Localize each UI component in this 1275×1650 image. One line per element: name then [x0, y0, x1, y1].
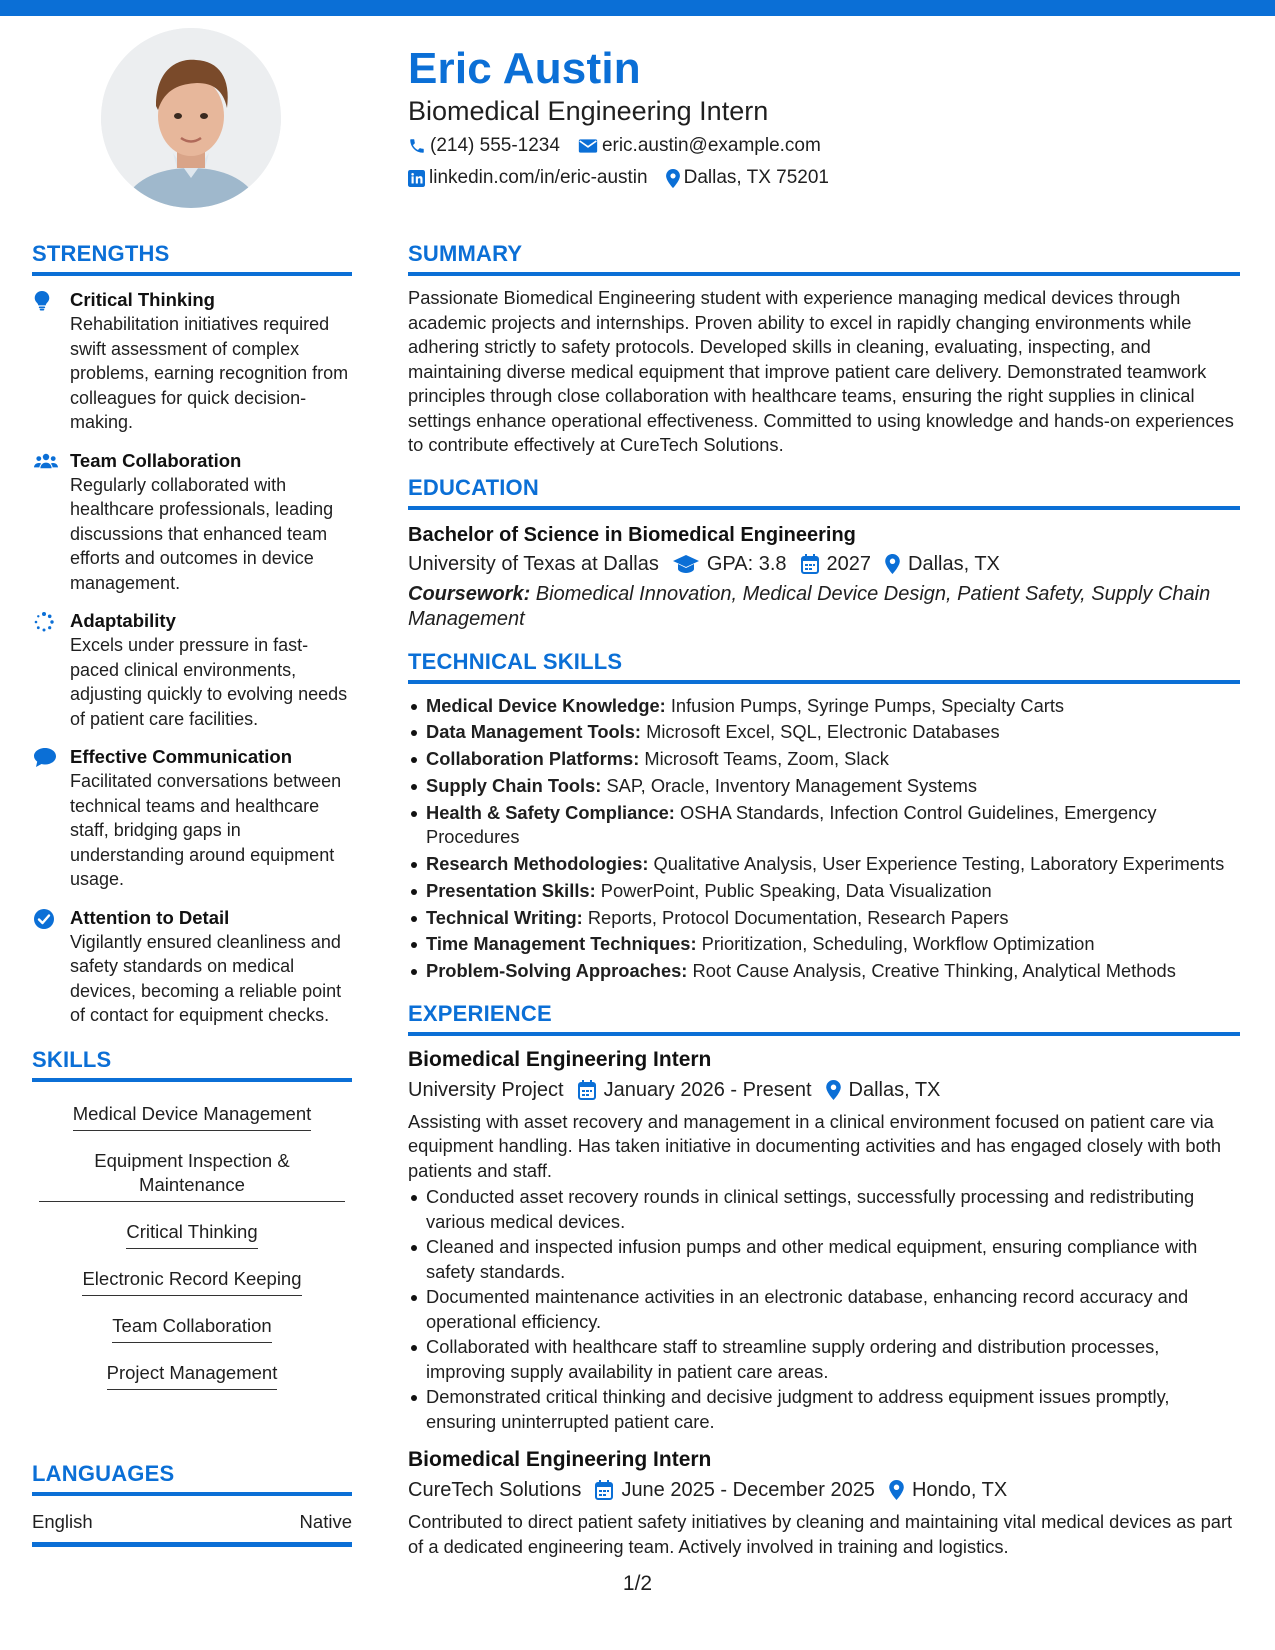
- contact-row-2: [408, 166, 847, 190]
- users-icon: [34, 452, 58, 470]
- list-item: [408, 774, 1240, 799]
- job-org: University Project: [408, 1078, 564, 1101]
- skill-category: Supply Chain Tools:: [426, 774, 602, 796]
- strength-title: Effective Communication: [70, 746, 293, 767]
- list-item: Demonstrated critical thinking and decisive judgment to address equipment issues promptly, ensuring uninterrupted patient care.: [408, 1385, 1240, 1434]
- list-item: [408, 932, 1240, 957]
- skill-values: Microsoft Excel, SQL, Electronic Databases: [641, 721, 1000, 743]
- skills-list: [32, 1092, 352, 1398]
- strengths-heading: STRENGTHS: [32, 240, 352, 276]
- skill-tag: Electronic Record Keeping: [82, 1265, 301, 1296]
- skill-category: Research Methodologies:: [426, 852, 649, 874]
- strength-item: [32, 288, 352, 435]
- list-item: [408, 879, 1240, 904]
- map-pin-icon: [889, 1480, 904, 1500]
- phone-text: (214) 555-1234: [430, 135, 560, 156]
- skill-values: Infusion Pumps, Syringe Pumps, Specialty Carts: [665, 694, 1065, 716]
- skill-category: Health & Safety Compliance:: [426, 801, 675, 823]
- skill-category: Time Management Techniques:: [426, 933, 697, 955]
- technical-skills-heading: TECHNICAL SKILLS: [408, 648, 1240, 684]
- left-column: [32, 240, 352, 1398]
- strength-description: Regularly collaborated with healthcare professionals, leading discussions that enhanced team efforts and outcomes in device management.: [70, 474, 334, 593]
- spinner-icon: [34, 612, 54, 632]
- strengths-list: [32, 288, 352, 1028]
- skill-values: Root Cause Analysis, Creative Thinking, Analytical Methods: [687, 960, 1176, 982]
- strength-description: Facilitated conversations between technical teams and healthcare staff, bridging gaps in understanding around equipment usage.: [70, 771, 342, 889]
- skill-category: Presentation Skills:: [426, 879, 596, 901]
- technical-skills-list: [408, 694, 1240, 984]
- education-location-text: Dallas, TX: [908, 552, 1000, 575]
- school-name: University of Texas at Dallas: [408, 552, 659, 575]
- summary-text: Passionate Biomedical Engineering student with experience managing medical devices through academic projects and internships. Proven ability to excel in rapidly changing environments while adhering strictly to safety protocols. Developed skills in cleaning, evaluating, inspecting, and maintaining diverse medical equipment that improve patient care delivery. Demonstrated teamwork principles through close collaboration with healthcare teams, ensuring the right supplies in clinical settings enhance operational effectiveness. Committed to using knowledge and hands-on experiences to contribute effectively at CureTech Solutions.: [408, 287, 1234, 455]
- candidate-name: Eric Austin: [408, 44, 641, 93]
- strength-description: Rehabilitation initiatives required swift assessment of complex problems, earning recognition from colleagues for quick decision-making.: [70, 314, 349, 432]
- coursework-text: Biomedical Innovation, Medical Device Design, Patient Safety, Supply Chain Management: [408, 582, 1211, 630]
- chat-bubble-icon: [34, 748, 56, 767]
- job-location: Dallas, TX: [848, 1078, 941, 1101]
- skills-section: [32, 1046, 352, 1398]
- skill-values: Reports, Protocol Documentation, Research Papers: [582, 906, 1009, 928]
- strength-title: Adaptability: [70, 610, 176, 631]
- education-heading: EDUCATION: [408, 474, 1240, 510]
- phone-icon: [408, 137, 426, 155]
- calendar-icon: [801, 554, 819, 574]
- linkedin-text: linkedin.com/in/eric-austin: [429, 167, 648, 188]
- job-dates: June 2025 - December 2025: [621, 1479, 875, 1502]
- strength-title: Team Collaboration: [70, 449, 242, 471]
- language-name: English: [32, 1511, 93, 1532]
- language-level: Native: [299, 1511, 352, 1532]
- languages-section: [32, 1460, 352, 1547]
- list-item: Documented maintenance activities in an electronic database, enhancing record accuracy and operational efficiency.: [408, 1285, 1240, 1334]
- location-contact: [666, 166, 829, 190]
- skill-values: OSHA Standards, Infection Control Guidelines, Emergency Procedures: [426, 801, 1157, 848]
- skill-category: Data Management Tools:: [426, 721, 642, 743]
- job-location-item: [889, 1476, 1007, 1504]
- experience-section: [408, 1000, 1240, 1560]
- location-text: Dallas, TX 75201: [683, 167, 829, 188]
- summary-heading: SUMMARY: [408, 240, 1240, 276]
- job-title: Biomedical Engineering Intern: [408, 1047, 712, 1071]
- languages-heading: LANGUAGES: [32, 1460, 352, 1496]
- job-title: Biomedical Engineering Intern: [408, 1448, 712, 1472]
- calendar-icon: [595, 1480, 613, 1500]
- list-item: Collaborated with healthcare staff to streamline supply ordering and distribution processes, improving supply availability in patient care areas.: [408, 1335, 1240, 1384]
- map-pin-icon: [826, 1080, 841, 1100]
- job-dates-item: [578, 1076, 812, 1104]
- list-item: Conducted asset recovery rounds in clinical settings, successfully processing and redistributing various medical devices.: [408, 1185, 1240, 1234]
- strength-title: Attention to Detail: [70, 906, 230, 928]
- envelope-icon: [578, 138, 598, 154]
- job-dates: January 2026 - Present: [603, 1078, 812, 1101]
- job-location: Hondo, TX: [911, 1479, 1008, 1502]
- experience-heading: EXPERIENCE: [408, 1000, 1240, 1036]
- strength-item: [32, 906, 352, 1028]
- education-meta: [408, 550, 1240, 578]
- calendar-icon: [578, 1080, 596, 1100]
- skill-category: Medical Device Knowledge:: [426, 694, 666, 716]
- job-meta: [408, 1476, 1240, 1504]
- gpa-item: [673, 550, 787, 578]
- check-circle-icon: [34, 909, 54, 929]
- skill-tag: Medical Device Management: [73, 1100, 312, 1131]
- skill-category: Technical Writing:: [426, 906, 583, 928]
- strength-description: Vigilantly ensured cleanliness and safety standards on medical devices, becoming a reliable point of contact for equipment checks.: [70, 931, 342, 1025]
- lightbulb-icon: [34, 291, 50, 311]
- grad-year-item: [801, 550, 872, 578]
- linkedin-contact[interactable]: [408, 166, 648, 190]
- candidate-role: Biomedical Engineering Intern: [408, 96, 769, 126]
- list-item: [408, 694, 1240, 719]
- list-item: [408, 852, 1240, 877]
- skill-values: Prioritization, Scheduling, Workflow Optimization: [696, 933, 1095, 955]
- degree-title: Bachelor of Science in Biomedical Engineering: [408, 523, 856, 546]
- list-item: [408, 747, 1240, 772]
- skill-values: PowerPoint, Public Speaking, Data Visualization: [595, 879, 992, 901]
- skill-values: SAP, Oracle, Inventory Management Systems: [601, 774, 977, 796]
- right-column: [408, 240, 1240, 1559]
- grad-year-text: 2027: [826, 552, 872, 575]
- profile-photo: [101, 28, 281, 208]
- strength-item: [32, 609, 352, 731]
- skill-tag: Equipment Inspection & Maintenance: [39, 1147, 345, 1202]
- job-org: CureTech Solutions: [408, 1479, 582, 1502]
- phone-contact[interactable]: [408, 134, 560, 158]
- skill-category: Collaboration Platforms:: [426, 748, 640, 770]
- skill-tag: Critical Thinking: [126, 1218, 257, 1249]
- page-number: 1/2: [622, 1572, 653, 1595]
- job-meta: [408, 1076, 1240, 1104]
- education-section: [408, 474, 1240, 632]
- map-pin-icon: [885, 554, 900, 574]
- job-dates-item: [595, 1476, 875, 1504]
- skill-category: Problem-Solving Approaches:: [426, 960, 688, 982]
- job-description: Contributed to direct patient safety initiatives by cleaning and maintaining vital medical devices as part of a dedicated engineering team. Actively involved in training and logistics.: [408, 1511, 1233, 1557]
- email-contact[interactable]: [578, 134, 821, 158]
- skill-values: Qualitative Analysis, User Experience Testing, Laboratory Experiments: [648, 852, 1225, 874]
- strength-description: Excels under pressure in fast-paced clinical environments, adjusting quickly to evolving needs of patient care facilities.: [70, 635, 348, 729]
- contact-row: [408, 134, 839, 158]
- coursework-label: Coursework:: [408, 582, 531, 605]
- job-description: Assisting with asset recovery and management in a clinical environment focused on patient care via equipment handling. Has taken initiative in documenting activities and has engaged closely with both patients and staff.: [408, 1110, 1222, 1181]
- list-item: [408, 959, 1240, 984]
- skill-values: Microsoft Teams, Zoom, Slack: [639, 748, 889, 770]
- job-bullets: [408, 1185, 1240, 1434]
- technical-skills-section: [408, 648, 1240, 984]
- strength-item: [32, 449, 352, 596]
- graduation-cap-icon: [673, 555, 699, 573]
- email-text: eric.austin@example.com: [601, 135, 821, 156]
- list-item: [408, 906, 1240, 931]
- language-row: [32, 1496, 352, 1547]
- skills-heading: SKILLS: [32, 1046, 352, 1082]
- gpa-text: GPA: 3.8: [706, 552, 787, 575]
- education-location-item: [885, 550, 1000, 578]
- skill-tag: Team Collaboration: [112, 1312, 271, 1343]
- list-item: [408, 720, 1240, 745]
- top-accent-bar: [0, 0, 1275, 16]
- job-location-item: [826, 1076, 941, 1104]
- linkedin-icon: [408, 170, 425, 187]
- list-item: [408, 801, 1240, 850]
- strength-item: [32, 745, 352, 892]
- list-item: Cleaned and inspected infusion pumps and other medical equipment, ensuring compliance with safety standards.: [408, 1235, 1240, 1284]
- strength-title: Critical Thinking: [70, 289, 215, 310]
- map-pin-icon: [666, 169, 680, 188]
- skill-tag: Project Management: [107, 1359, 278, 1390]
- coursework: [408, 582, 1240, 632]
